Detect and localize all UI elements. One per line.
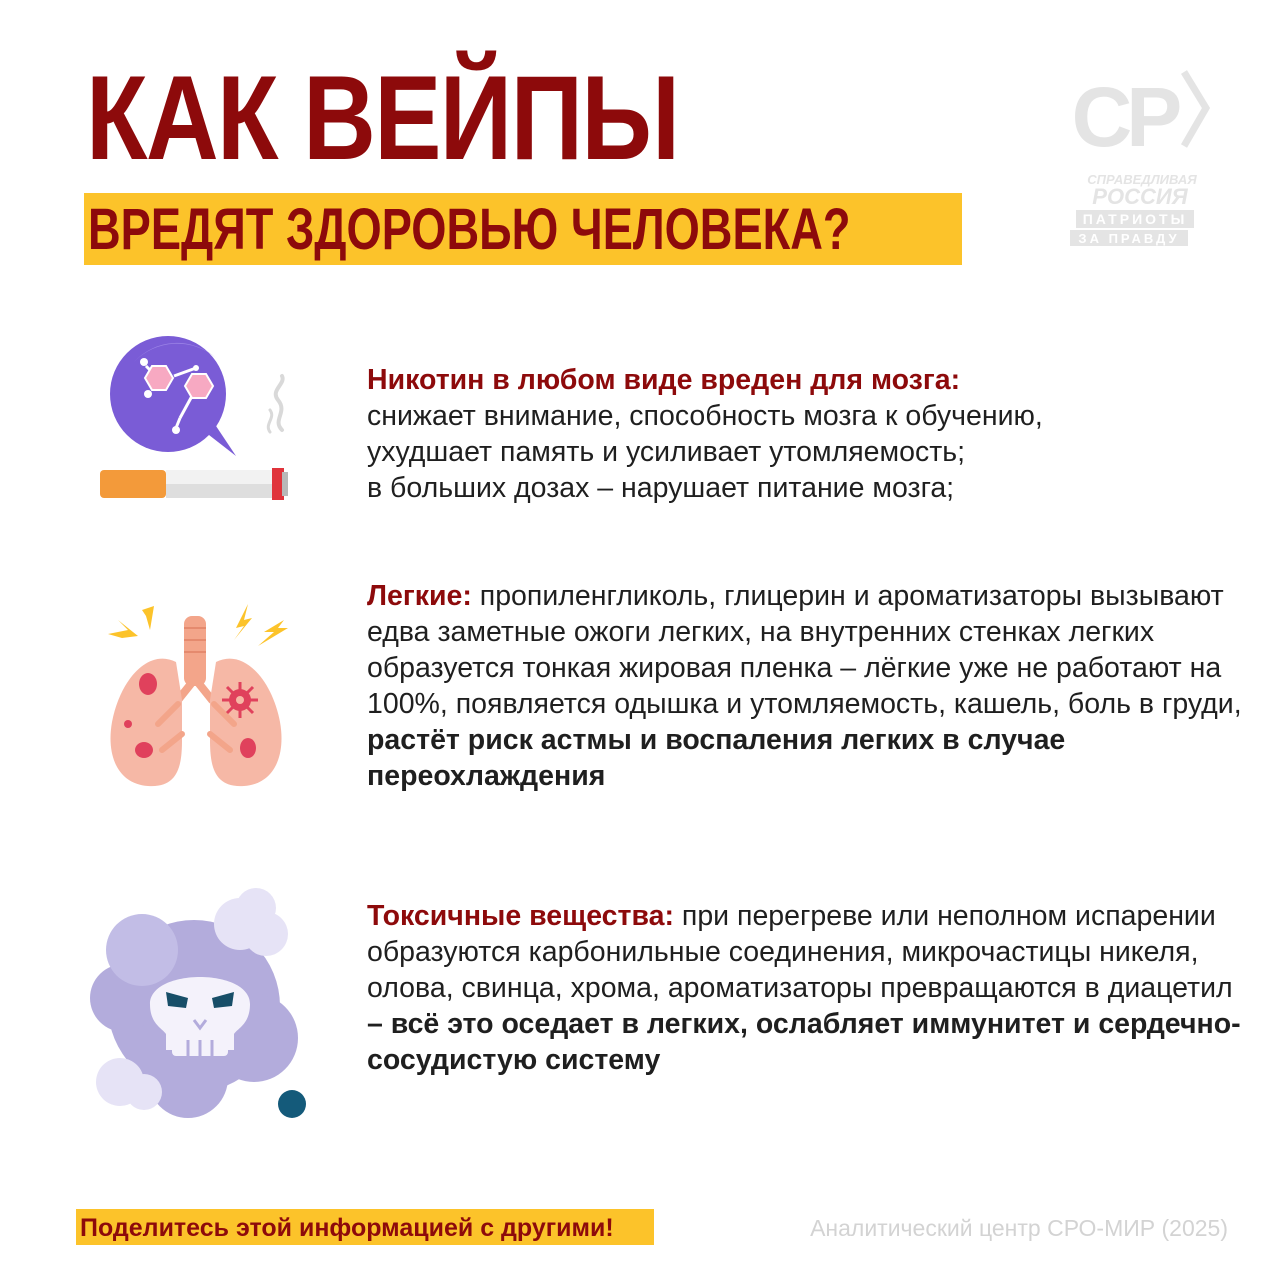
toxic-cloud-skull-icon: [84, 888, 314, 1120]
party-logo: [1066, 68, 1216, 248]
lungs-section: [367, 578, 1247, 794]
page-title: КАК ВЕЙПЫ: [86, 51, 679, 185]
logo-mark: СР: [1071, 70, 1177, 164]
logo-line1: СПРАВЕДЛИВАЯ: [1087, 172, 1197, 187]
toxic-text: при перегреве или неполном испарении образуются карбонильные соединения, микрочастицы никеля, олова, свинца, хрома, ароматизаторы превращаются в диацетил: [367, 900, 1233, 1004]
page-subtitle: ВРЕДЯТ ЗДОРОВЬЮ ЧЕЛОВЕКА?: [88, 197, 851, 262]
nicotine-line-2: ухудшает память и усиливает утомляемость;: [367, 436, 966, 468]
lungs-bold-text: растёт риск астмы и воспаления легких в случае переохлаждения: [367, 724, 1066, 792]
nicotine-section: [367, 362, 1247, 506]
logo-line4: ЗА ПРАВДУ: [1078, 231, 1180, 246]
brain-cigarette-icon: [96, 332, 306, 507]
toxic-heading: Токсичные вещества:: [367, 900, 674, 932]
lungs-icon: [98, 600, 294, 792]
nicotine-heading: Никотин в любом виде вреден для мозга:: [367, 364, 961, 396]
share-callout: Поделитесь этой информацией с другими!: [80, 1214, 614, 1242]
logo-line2: РОССИЯ: [1092, 184, 1188, 209]
lungs-text: пропиленгликоль, глицерин и ароматизаторы вызывают едва заметные ожоги легких, на внутренних стенках легких образуется тонкая жировая пленка – лёгкие уже не работают на 100%, появляется одышка и утомляемость, кашель, боль в груди,: [367, 580, 1242, 720]
source-credit: Аналитический центр СРО-МИР (2025): [810, 1215, 1228, 1241]
lungs-heading: Легкие:: [367, 580, 472, 612]
logo-line3: ПАТРИОТЫ: [1082, 211, 1188, 227]
toxic-bold-text: – всё это оседает в легких, ослабляет иммунитет и сердечно-сосудистую систему: [367, 1008, 1241, 1076]
nicotine-line-3: в больших дозах – нарушает питание мозга;: [367, 472, 955, 504]
toxic-section: [367, 898, 1247, 1078]
nicotine-line-1: снижает внимание, способность мозга к обучению,: [367, 400, 1043, 432]
